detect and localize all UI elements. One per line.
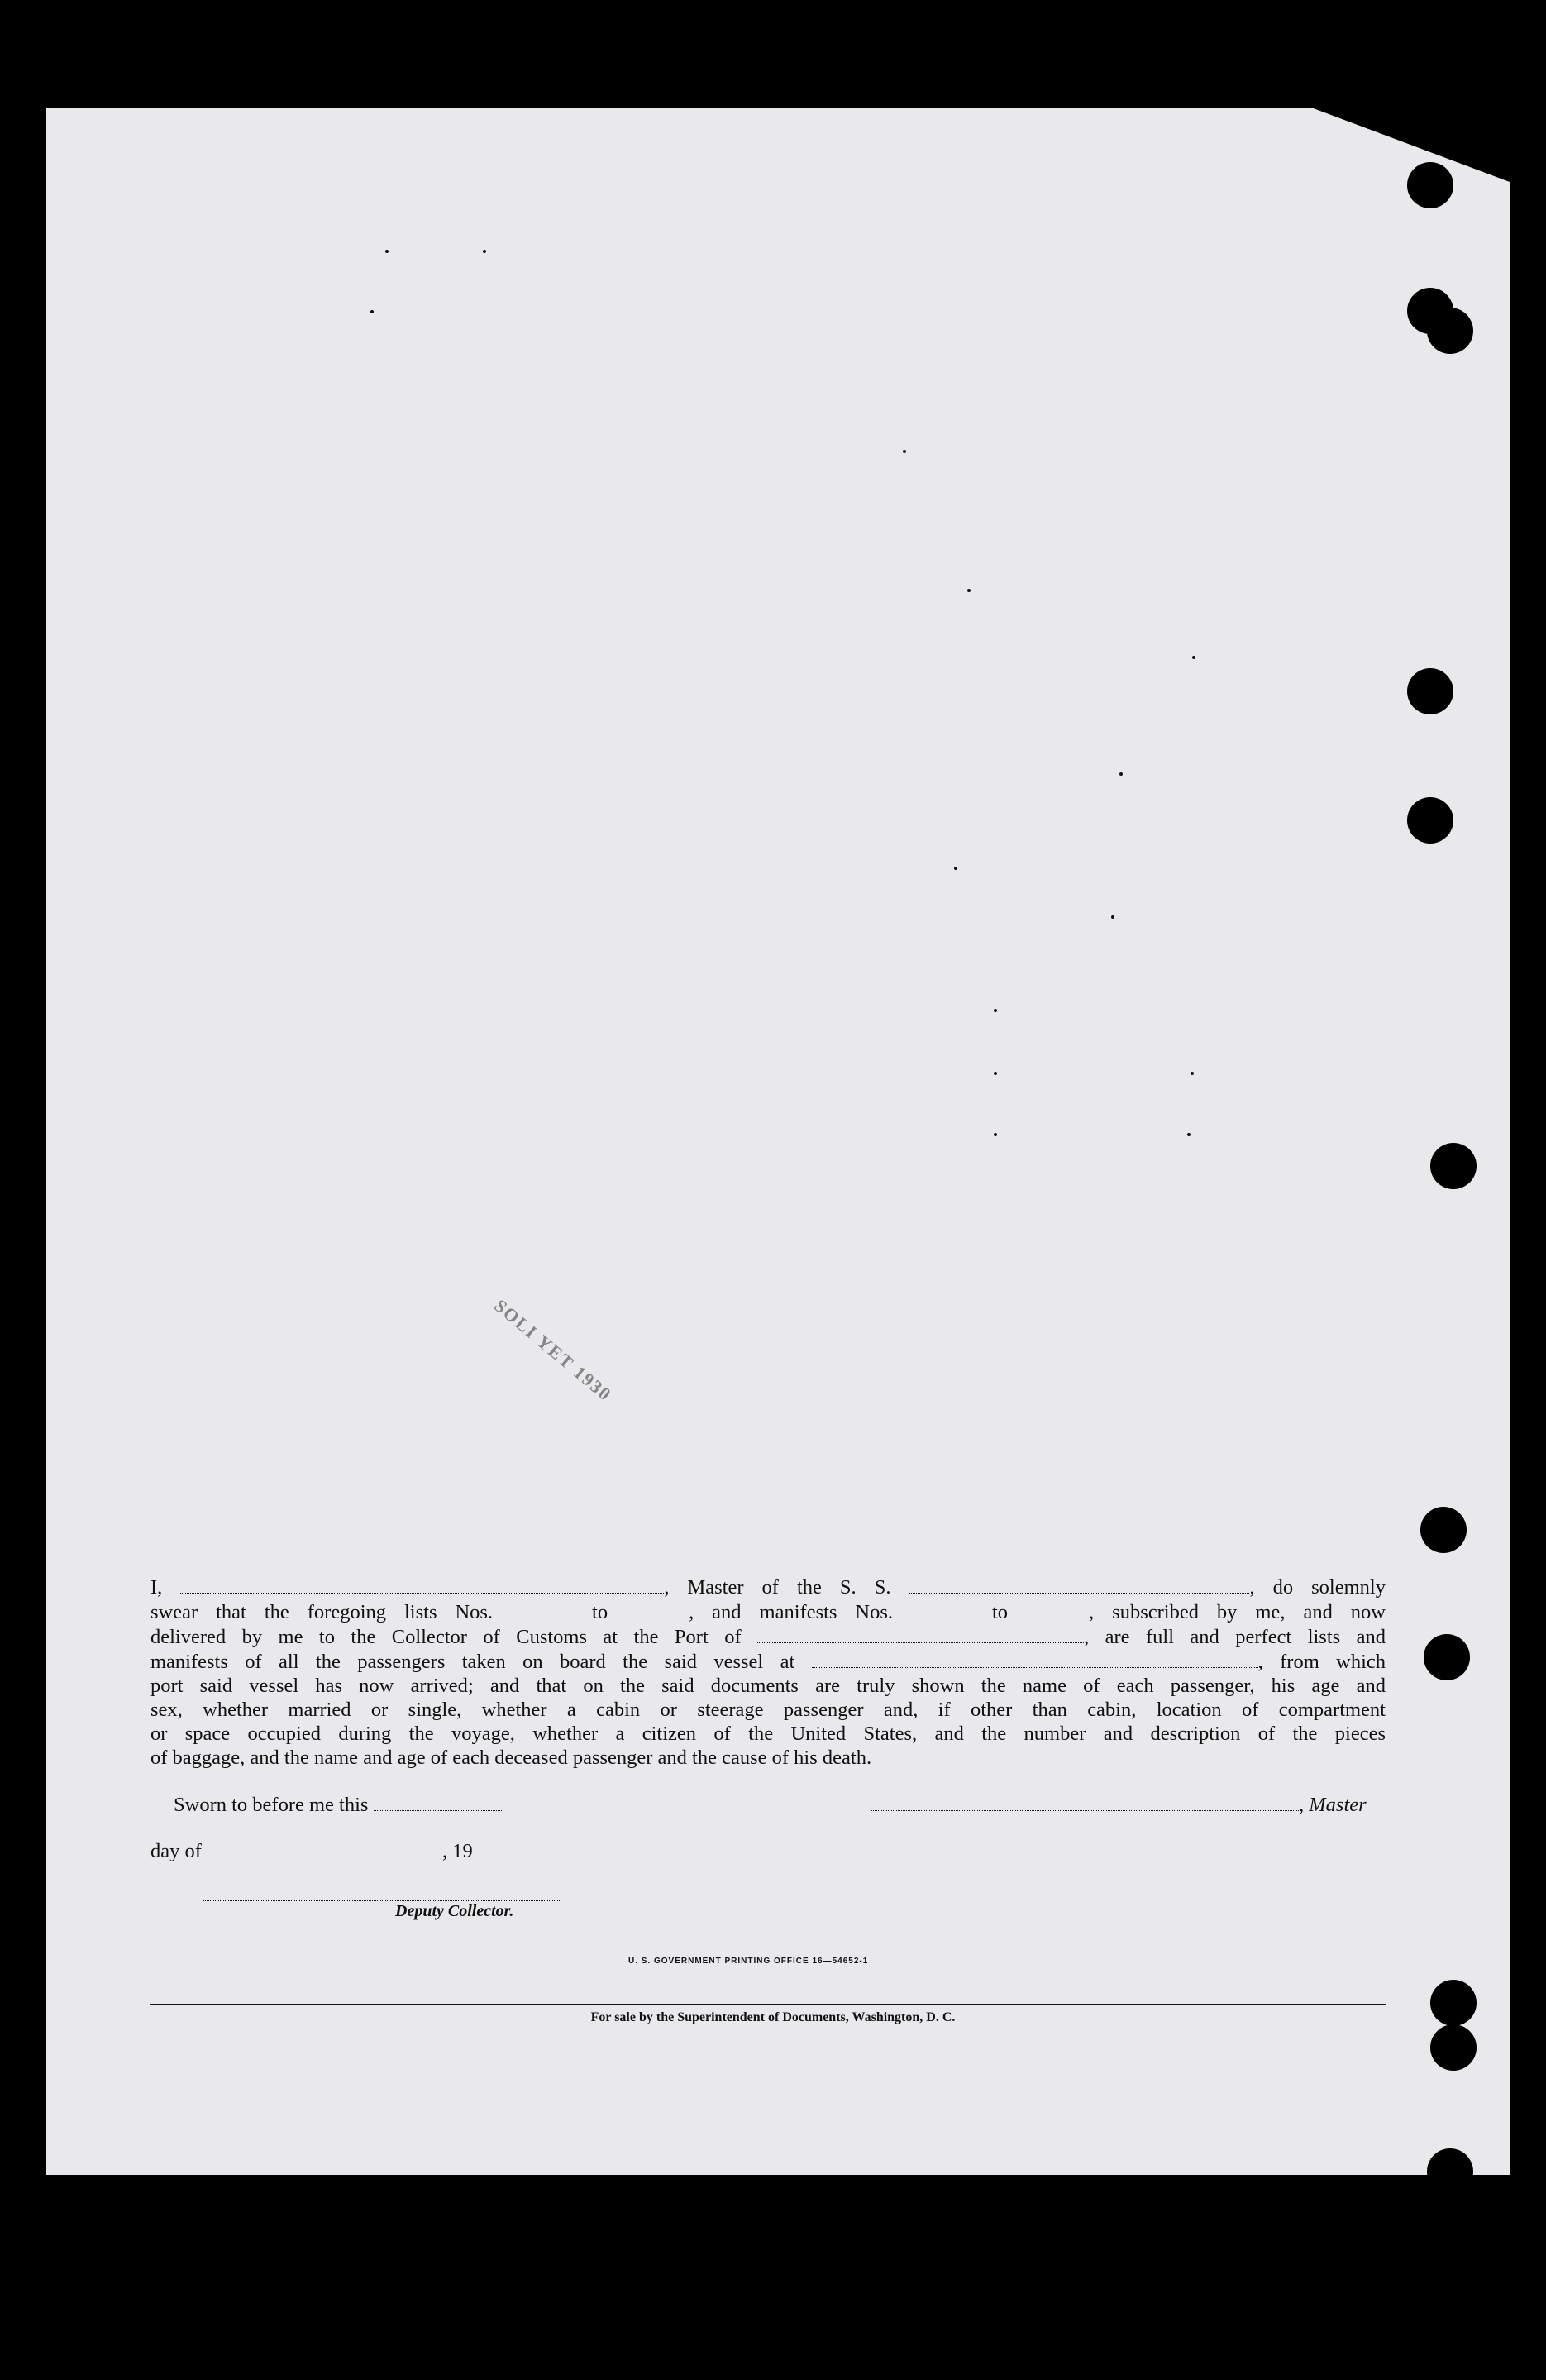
speck (483, 250, 486, 253)
punch-hole (1427, 308, 1473, 354)
oath-line-4: manifests of all the passengers taken on board the said vessel at , from which (150, 1649, 1386, 1674)
day-of-label: day of (150, 1840, 202, 1863)
speck (1119, 772, 1123, 776)
document-sheet (46, 108, 1510, 2175)
punch-hole (1407, 162, 1453, 208)
speck (1192, 656, 1195, 659)
list-to-blank[interactable] (626, 1599, 689, 1618)
speck (1111, 915, 1114, 919)
port-blank[interactable] (757, 1624, 1084, 1643)
footer-rule (150, 2004, 1386, 2005)
year-blank[interactable] (473, 1838, 511, 1857)
month-blank[interactable] (207, 1838, 442, 1857)
oath-paragraph (150, 1575, 1386, 1770)
manifest-from-blank[interactable] (911, 1599, 974, 1618)
oath-line-1: I, , Master of the S. S. , do solemnly (150, 1575, 1386, 1599)
faded-stamp: SOLI YET 1930 (490, 1294, 617, 1406)
punch-hole (1430, 2024, 1477, 2071)
speck (967, 589, 971, 592)
punch-hole (1407, 797, 1453, 844)
master-name-blank[interactable] (180, 1575, 664, 1594)
oath-body-line: port said vessel has now arrived; and that on the said documents are truly shown the name of each passenger, his age and (150, 1675, 1386, 1698)
speck (1187, 1133, 1191, 1136)
speck (370, 310, 374, 313)
sworn-day-blank[interactable] (374, 1792, 502, 1811)
for-sale-notice: For sale by the Superintendent of Documents, Washington, D. C. (590, 2010, 956, 2024)
speck (385, 250, 389, 253)
year-prefix: , 19 (442, 1840, 473, 1863)
oath-line-2: swear that the foregoing lists Nos. to , and manifests Nos. to , subscribed by me, and now (150, 1599, 1386, 1624)
oath-body-line: of baggage, and the name and age of each deceased passenger and the cause of his death. (150, 1747, 872, 1770)
date-line (150, 1838, 511, 1863)
oath-body-line: or space occupied during the voyage, whether a citizen of the United States, and the number and description of the pieces (150, 1723, 1386, 1746)
manifest-to-blank[interactable] (1026, 1599, 1089, 1618)
ship-name-blank[interactable] (909, 1575, 1249, 1594)
oath-line-3: delivered by me to the Collector of Customs at the Port of , are full and perfect lists and (150, 1624, 1386, 1649)
deputy-collector-label: Deputy Collector. (395, 1902, 514, 1920)
oath-body-line: sex, whether married or single, whether a cabin or steerage passenger and, if other than cabin, location of compartment (150, 1699, 1386, 1722)
punch-hole (1430, 1143, 1477, 1189)
speck (994, 1072, 997, 1075)
list-from-blank[interactable] (511, 1599, 574, 1618)
speck (954, 867, 957, 870)
punch-hole (1420, 1507, 1467, 1553)
punch-hole (1407, 668, 1453, 714)
punch-hole (1427, 2148, 1473, 2195)
master-label: , Master (1299, 1794, 1367, 1817)
speck (994, 1009, 997, 1012)
embarkation-port-blank[interactable] (812, 1649, 1258, 1668)
speck (994, 1133, 997, 1136)
speck (1191, 1072, 1194, 1075)
punch-hole (1424, 1634, 1470, 1680)
master-signature-blank[interactable] (871, 1792, 1299, 1811)
sworn-label: Sworn to before me this (174, 1794, 369, 1817)
deputy-signature-blank[interactable] (203, 1884, 560, 1901)
sworn-line (174, 1792, 502, 1817)
master-signature-line (871, 1792, 1367, 1817)
speck (903, 450, 906, 453)
printing-office-imprint: U. S. GOVERNMENT PRINTING OFFICE 16—54652-1 (628, 1957, 869, 1966)
